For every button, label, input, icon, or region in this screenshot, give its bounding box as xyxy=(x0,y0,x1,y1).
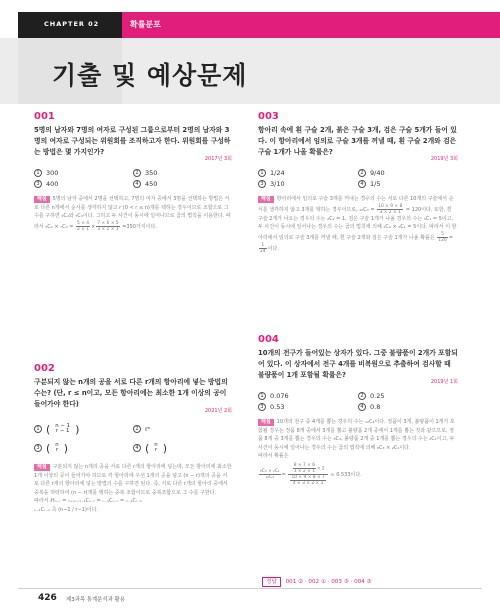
solution-tag: 해설 xyxy=(258,419,274,426)
choice-text: rⁿ xyxy=(145,425,151,433)
footer-subject: 제3과목 통계분석과 활용 xyxy=(66,597,125,603)
chapter-header-accent-block xyxy=(122,12,500,38)
choice-text: 350 xyxy=(145,169,158,177)
choice-2[interactable] xyxy=(358,169,458,177)
choice-1[interactable]: 1 ( n − 1 r − 1 ) xyxy=(34,421,133,437)
problem-003 xyxy=(258,111,458,254)
page-title: 기출 및 예상문제 xyxy=(52,61,248,90)
footer-divider xyxy=(18,588,482,589)
choice-marker: 1 xyxy=(258,392,266,400)
choice-marker: 4 xyxy=(133,444,141,452)
choice-marker: 4 xyxy=(358,180,366,188)
choice-3[interactable] xyxy=(258,180,358,188)
answer-item: 004 ③ xyxy=(354,579,372,585)
solution-formula-lhs: ₅C₂ × ₇C₃ = xyxy=(45,223,74,230)
choice-text: 1/5 xyxy=(370,180,381,188)
choice-text: 0.53 xyxy=(270,403,285,411)
chapter-title: 확률분포 xyxy=(130,20,161,29)
solution-text: 5명의 남자 중에서 2명을 선택하고, 7명의 여자 중에서 3명을 선택하는 방법은 서로 다른 n개에서 순서를 생각하지 않고 r (0 < r ≤ n)개를 택하는 경우이므로 조합으로 그 수를 구하면 ₅C₂와 ₇C₃이다. 그리고 두 사건이 동시에 일어나므로 곱의 법칙을 이용한다. 따라서 xyxy=(34,196,231,230)
solution xyxy=(34,463,232,515)
solution-conclusion: 따라서 확률은 xyxy=(258,453,289,460)
problem-text: 항아리 속에 흰 구슬 2개, 붉은 구슬 3개, 검은 구슬 5개가 들어 있다. 이 항아리에서 임의로 구슬 3개를 꺼낼 때, 흰 구슬 2개와 검은 구슬 1개가 나올 확률은? xyxy=(258,126,457,156)
problem-number: 004 xyxy=(258,334,279,345)
problem-text: 구분되지 않는 n개의 공을 서로 다른 r개의 항아리에 넣는 방법의 수는? (단, r ≤ n이고, 모든 항아리에는 최소한 1개 이상의 공이 들어가야 한다) xyxy=(34,378,228,408)
problem-number: 002 xyxy=(34,363,55,374)
problem-number: 003 xyxy=(258,111,279,122)
choice-3[interactable] xyxy=(34,180,133,188)
choice-marker: 3 xyxy=(34,180,42,188)
solution-formula-rhs: = 120이다. 또한, 흰 구슬 2개가 나오는 경우의 수는 ₂C₂ = 1, 검은 구슬 1개가 나올 경우의 수는 ₅C₁ = 5이고, 두 사건이 동시에 일어나는 경우의 수는 곱의 법칙에 의해 ₂C₂ × ₅C₁ = 5이다. xyxy=(258,206,454,231)
choice-3[interactable] xyxy=(258,403,358,411)
choice-marker: 3 xyxy=(34,444,42,452)
answer-key: 정답 001 ② · 002 ① · 003 ③ · 004 ③ xyxy=(262,577,372,587)
choice-1[interactable] xyxy=(34,169,133,177)
problem-text: 5명의 남자와 7명의 여자로 구성된 그룹으로부터 2명의 남자와 3명의 여자로 구성되는 위원회를 조직하고자 한다. 위원회를 구성하는 방법은 몇 가지인가? xyxy=(34,126,231,156)
solution-text: 항아리에서 임의로 구슬 3개를 꺼내는 경우의 수는 서로 다른 10개의 구슬에서 순서를 생각하지 않고 3개를 택하는 경우이므로, xyxy=(258,196,454,213)
choice-text: 300 xyxy=(46,169,59,177)
choice-text: 400 xyxy=(46,180,59,188)
exam-year: 2021년 2회 xyxy=(204,408,232,414)
choice-text: 450 xyxy=(145,180,158,188)
solution-tag: 해설 xyxy=(258,196,274,203)
solution-formula: $\frac{\text{₈C₃ × ₂C₁}}{\text{₁₀C₄}}$ = $\frac{8 \times 7 \times 6}{3 \times 2 \times 1}$ × 2 $\frac{10 \times 9 \times 8 \times 7}{4 \times 3 \times 2 \times 1}$ ≈ 0.533이다. xyxy=(260,462,362,486)
choice-marker: 2 xyxy=(133,425,141,433)
problem-002 xyxy=(34,363,232,515)
choice-text: 0.8 xyxy=(370,403,381,411)
fraction: $\frac{7 \times 6 \times 5}{3 \times 2 \times 1}$ xyxy=(97,220,119,232)
choice-marker: 2 xyxy=(133,169,141,177)
choice-4[interactable] xyxy=(358,403,458,411)
choice-1[interactable] xyxy=(258,392,358,400)
choice-marker: 3 xyxy=(258,403,266,411)
choices xyxy=(258,392,458,411)
page-number: 426 xyxy=(38,593,57,603)
choice-marker: 1 xyxy=(258,169,266,177)
problem-number: 001 xyxy=(34,111,55,122)
problem-001 xyxy=(34,111,232,232)
fraction: $\frac{5 \times 4}{2 \times 1}$ xyxy=(77,220,90,232)
choice-text: 0.25 xyxy=(370,392,385,400)
choice-marker: 4 xyxy=(358,403,366,411)
solution: 해설 항아리에서 임의로 구슬 3개를 꺼내는 경우의 수는 서로 다른 10개의 구슬에서 순서를 생각하지 않고 3개를 택하는 경우이므로, ₁₀C₃ = $\frac{10 \times 9 \times 8}{3 \times 2 \times 1}$ = 120이다. 또한, 흰 구슬 2개가 나오는 경우의 수는 ₂C₂ = 1, 검은 구슬 1개가 나올 경우의 수는 ₅C₁ = 5이고, 두 사건이 동시에 일어나는 경우의 수는 곱의 법칙에 의해 ₂C₂ × ₅C₁ = 5이다. 따라서 이 항아리에서 임의로 구슬 3개를 꺼낼 때, 흰 구슬 2개와 검은 구슬 1개가 나올 확률은 $\frac{5}{120}$ = $\frac{1}{24}$ 이다. xyxy=(258,196,457,254)
problem-text: 10개의 전구가 들어있는 상자가 있다. 그중 불량품이 2개가 포함되어 있다. 이 상자에서 전구 4개를 비복원으로 추출하여 검사할 때 불량품이 1개 포함될 확률은? xyxy=(258,349,458,379)
solution-text: 10개의 전구 중 4개를 뽑는 경우의 수는 ₁₀C₄이다. 정품이 3개, 불량품이 1개가 포함될 경우는 정품 8개 중에서 3개를 뽑고 불량품 2개 중에서 1개를 뽑는 것과 같으므로, 정품 8개 중 3개를 뽑는 경우의 수는 ₈C₃, 불량품 2개 중 1개를 뽑는 경우의 수는 ₂C₁이고, 두 사건이 동시에 일어나는 경우의 수는 곱의 법칙에 의해 ₈C₃ × ₂C₁이다. xyxy=(258,419,455,451)
solution-tag: 해설 xyxy=(34,196,50,203)
solution: 해설 5명의 남자 중에서 2명을 선택하고, 7명의 여자 중에서 3명을 선택하는 방법은 서로 다른 n개에서 순서를 생각하지 않고 r (0 < r ≤ n)개를 택하는 경우이므로 조합으로 그 수를 구하면 ₅C₂와 ₇C₃이다. 그리고 두 사건이 동시에 일어나므로 곱의 법칙을 이용한다. 따라서 ₅C₂ × ₇C₃ = $\frac{5 \times 4}{2 \times 1}$ × $\frac{7 \times 6 \times 5}{3 \times 2 \times 1}$ =350가지이다. xyxy=(34,196,231,232)
fraction: $\frac{10 \times 9 \times 8}{3 \times 2 \times 1}$ xyxy=(378,203,403,215)
solution-tag: 해설 xyxy=(34,464,50,471)
chapter-header xyxy=(0,12,500,38)
choice-marker: 2 xyxy=(358,392,366,400)
choice-1[interactable] xyxy=(258,169,358,177)
choice-2[interactable] xyxy=(358,392,458,400)
fraction: $\frac{1}{24}$ xyxy=(260,242,266,254)
solution-formula-end: ₙ₋₁Cᵣ₋₁ 즉 (n−1 / r−1)이다. xyxy=(34,506,99,513)
chapter-label: CHAPTER 02 xyxy=(44,20,100,28)
choice-text: 1/24 xyxy=(270,169,285,177)
solution-formula-lhs: ₁₀C₃ = xyxy=(359,206,375,213)
choice-text: 9/40 xyxy=(370,169,385,177)
answer-item: 001 ② xyxy=(285,579,304,585)
solution-conclusion: 따라서 이 항아리에서 임의로 구슬 3개를 꺼낼 때, 흰 구슬 2개와 검은 구슬 1개가 나올 확률은 xyxy=(258,224,457,241)
exam-year: 2019년 1회 xyxy=(430,379,458,385)
fraction: $\frac{5}{120}$ xyxy=(438,231,447,243)
choice-marker: 2 xyxy=(358,169,366,177)
choice-4[interactable] xyxy=(133,180,232,188)
solution-formula: 따라서 ₗHₙ₋ᵣ = ₙ₊₍ₙ₋ᵣ₎₋₁Cₙ₋ᵣ = ₙ₋₁Cₙ₋ᵣ = ₙ₋₁Cᵣ₋₁ xyxy=(34,498,142,505)
choice-marker: 1 xyxy=(34,425,42,433)
exam-year: 2017년 3회 xyxy=(204,156,232,162)
answer-item: 002 ① xyxy=(308,579,326,585)
choice-marker: 4 xyxy=(133,180,141,188)
choices xyxy=(34,169,232,188)
solution-text: 구분되지 않는 n개의 공을 서로 다른 r개의 항아리에 넣는데, 모든 항아리에 최소한 1개 이상의 공이 들어가야 하므로 각 항아리에 우선 1개의 공을 넣고 (n − r)개의 공을 서로 다른 r개의 항아리에 넣는 방법의 수를 구하면 된다. 즉, 서로 다른 r개의 항아리 중에서 중복을 허락하여 (n − r)개를 택하는 중복 조합이므로 중복조합으로 그 수를 구한다. xyxy=(34,464,232,496)
choice-marker: 1 xyxy=(34,169,42,177)
exam-year: 2019년 3회 xyxy=(430,156,458,162)
choice-2[interactable] xyxy=(133,169,232,177)
solution xyxy=(258,418,458,486)
choice-text: 3/10 xyxy=(270,180,285,188)
answer-label: 정답 xyxy=(262,577,281,587)
choice-4[interactable] xyxy=(358,180,458,188)
choices xyxy=(258,169,458,188)
choice-marker: 3 xyxy=(258,180,266,188)
choice-text: 0.076 xyxy=(270,392,289,400)
answer-item: 003 ③ xyxy=(331,579,349,585)
problem-004 xyxy=(258,334,458,486)
solution-formula-rhs: =350가지이다. xyxy=(122,223,157,230)
choice-3[interactable]: 3 ( n r ) xyxy=(34,440,133,456)
choices xyxy=(34,421,232,456)
choice-2[interactable] xyxy=(133,421,232,437)
choice-4[interactable]: 4 ( n r ) xyxy=(133,440,232,456)
